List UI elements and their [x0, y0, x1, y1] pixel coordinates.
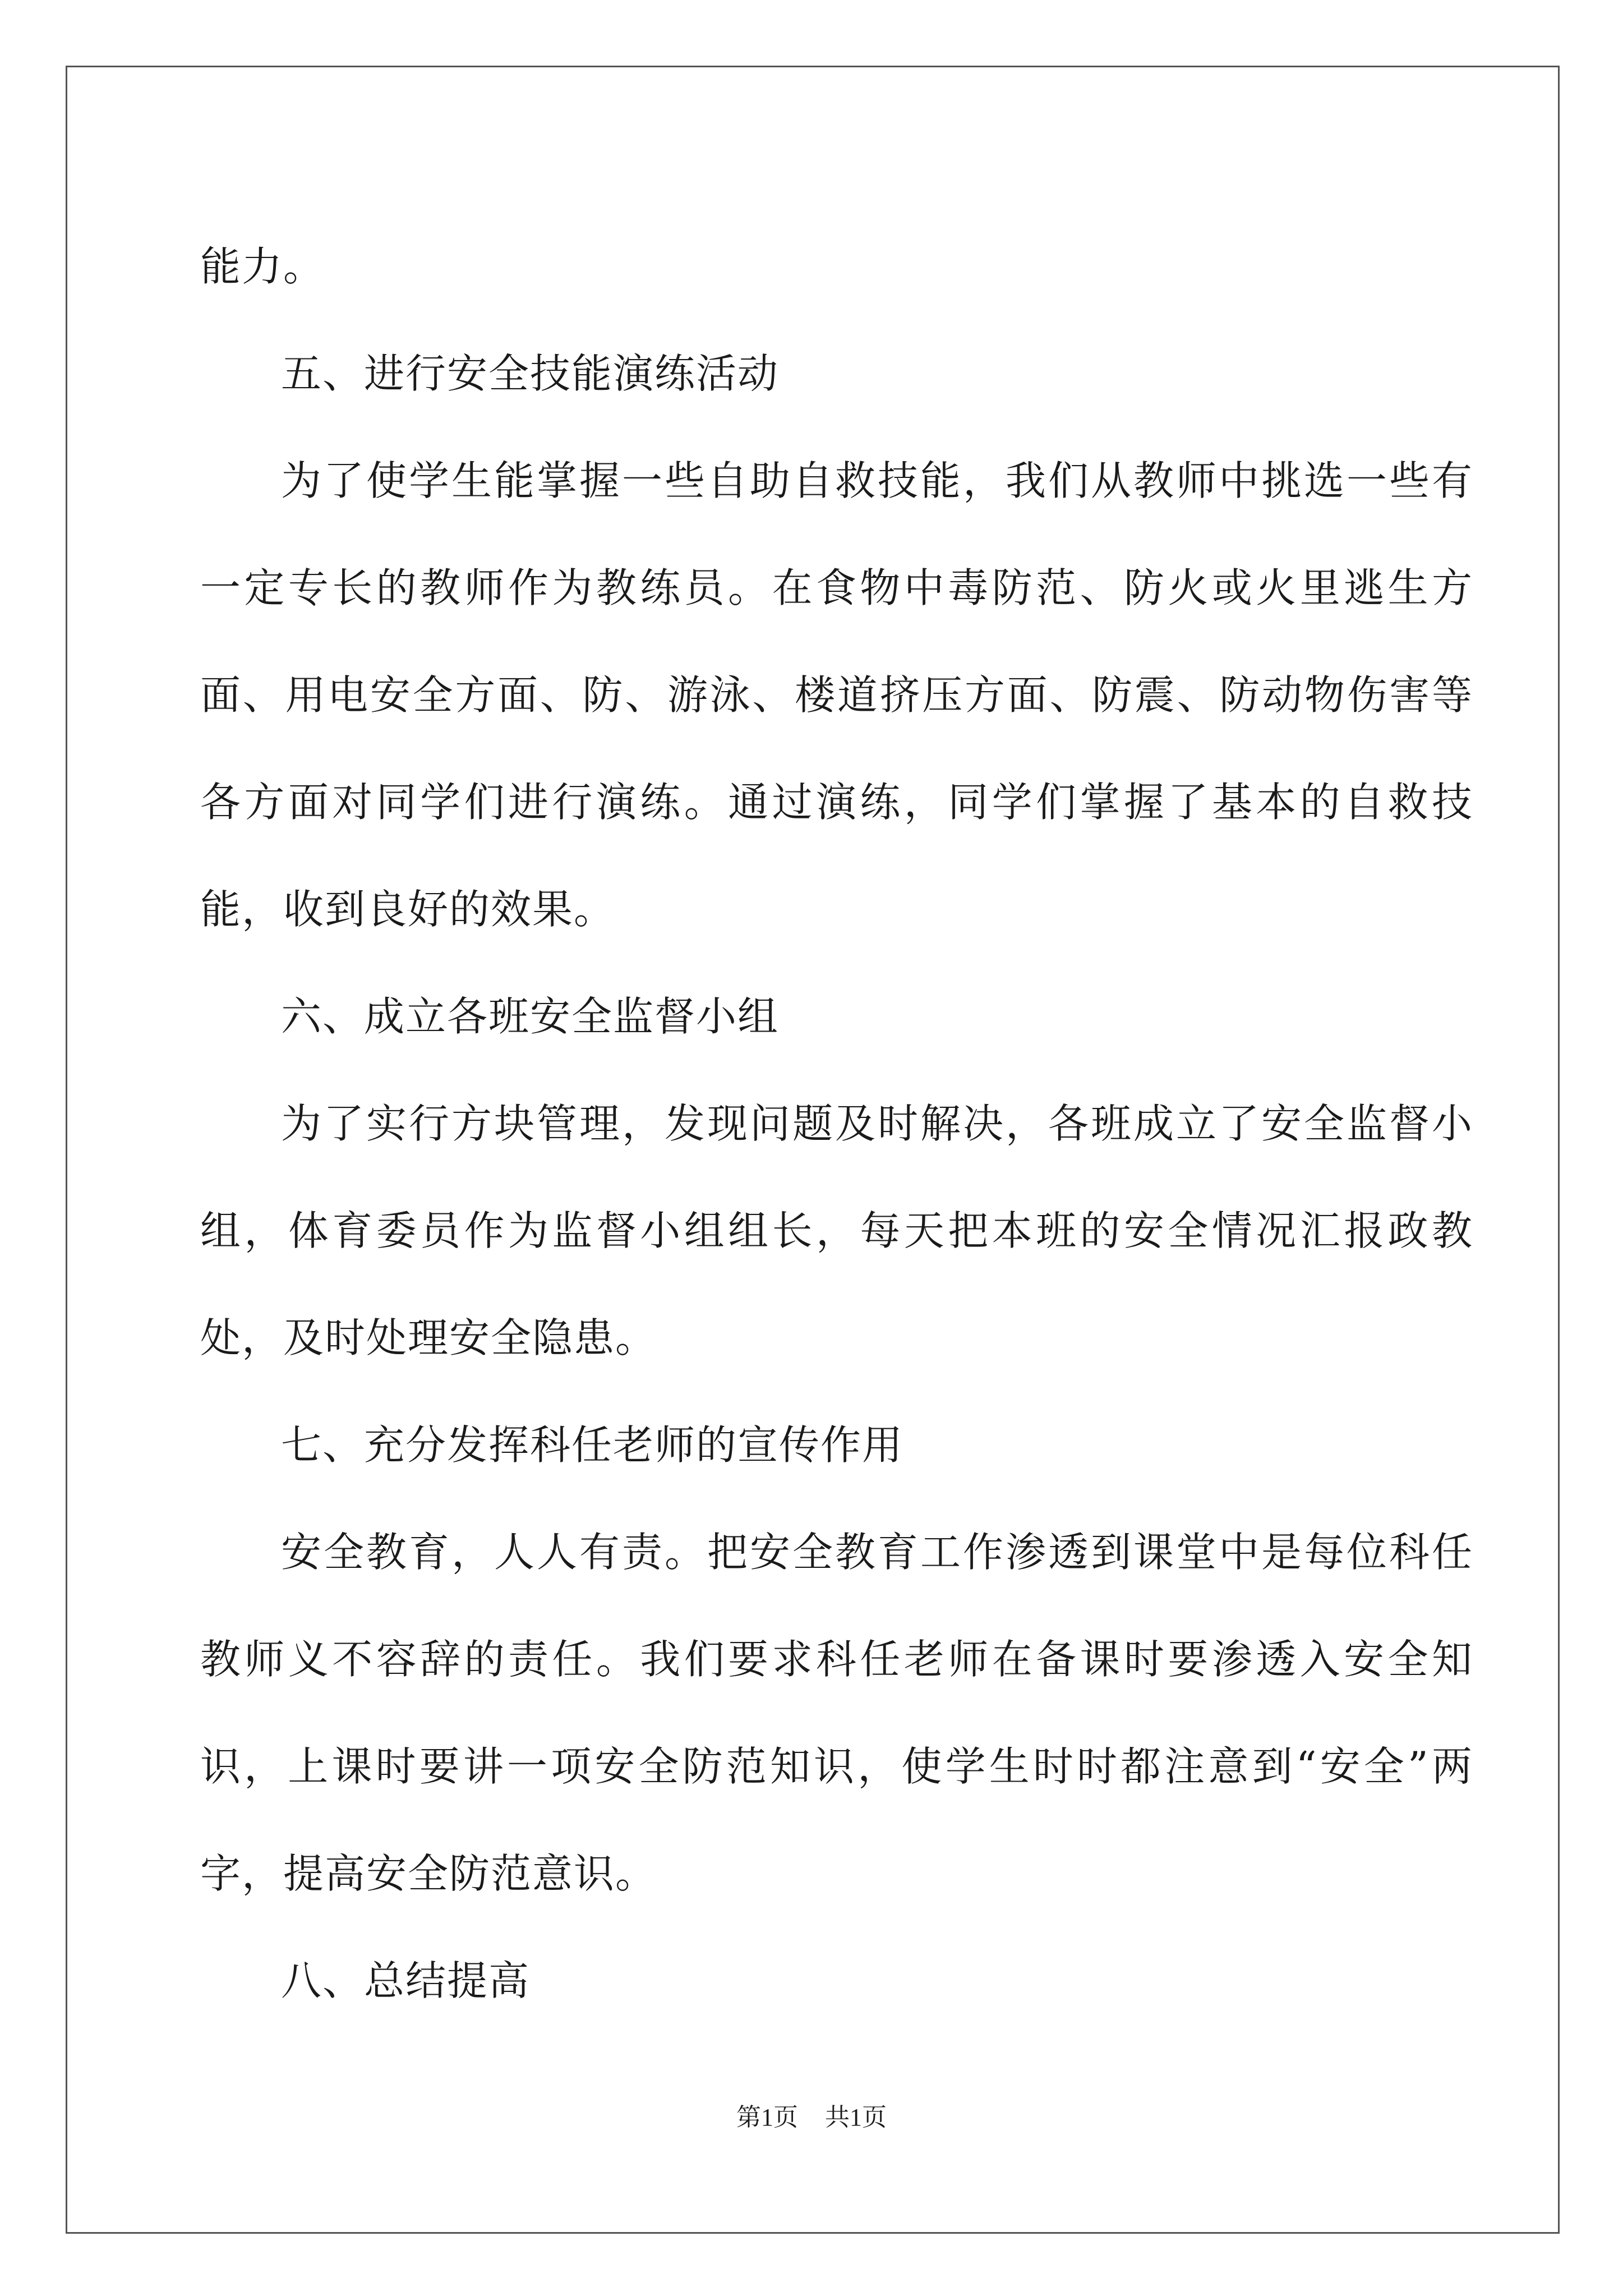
page-total: 共1页 [825, 2104, 887, 2131]
section-heading-7: 七、充分发挥科任老师的宣传作用 [281, 1421, 904, 1469]
page-footer [0, 2097, 1623, 2133]
paragraph-section-6: 为了实行方块管理，发现问题及时解决，各班成立了安全监督小组，体育委员作为监督小组组长，每天把本班的安全情况汇报政教处，及时处理安全隐患。 [200, 1100, 1473, 1361]
section-heading-6: 六、成立各班安全监督小组 [281, 993, 780, 1040]
section-heading-5: 五、进行安全技能演练活动 [281, 350, 780, 397]
document-body [200, 213, 1473, 2035]
paragraph-section-5: 为了使学生能掌握一些自助自救技能，我们从教师中挑选一些有一定专长的教师作为教练员。在食物中毒防范、防火或火里逃生方面、用电安全方面、防、游泳、楼道挤压方面、防震、防动物伤害等各方面对同学们进行演练。通过演练，同学们掌握了基本的自救技能，收到良好的效果。 [200, 457, 1473, 933]
paragraph-section-7: 安全教育，人人有责。把安全教育工作渗透到课堂中是每位科任教师义不容辞的责任。我们要求科任老师在备课时要渗透入安全知识，上课时要讲一项安全防范知识，使学生时时都注意到“安全”两字，提高安全防范意识。 [200, 1529, 1473, 1897]
paragraph-continuation: 能力。 [200, 243, 325, 290]
section-heading-8: 八、总结提高 [281, 1957, 531, 2004]
page-number: 第1页 [736, 2104, 798, 2131]
